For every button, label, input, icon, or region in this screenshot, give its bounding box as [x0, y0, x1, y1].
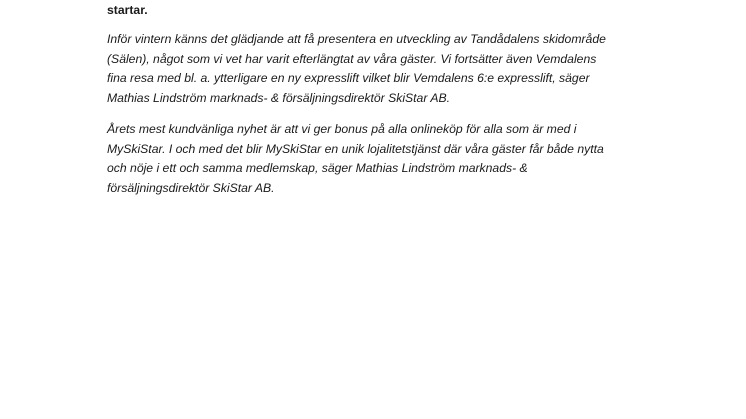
paragraph-lead-fragment: startar. — [107, 3, 148, 17]
paragraph-line: Årets mest kundvänliga nyhet är att vi ger bonus på alla onlineköp för alla som är med i — [107, 122, 577, 136]
paragraph-line: försäljningsdirektör SkiStar AB. — [107, 180, 275, 195]
document-body — [107, 0, 667, 195]
paragraph-line: Mathias Lindström marknads- & försäljningsdirektör SkiStar AB. — [107, 90, 450, 105]
paragraph-line: och nöje i ett och samma medlemskap, säger Mathias Lindström marknads- & — [107, 161, 528, 175]
paragraph-tandadalen-vemdalen — [107, 30, 667, 108]
paragraph-line: Inför vintern känns det glädjande att få presentera en utveckling av Tandådalens skidområde — [107, 32, 606, 46]
paragraph-line: fina resa med bl. a. ytterligare en ny expresslift vilket blir Vemdalens 6:e expresslift, säger — [107, 71, 590, 85]
paragraph-line: MySkiStar. I och med det blir MySkiStar en unik lojalitetstjänst där våra gäster får både nytta — [107, 141, 604, 156]
paragraph-myskistar-bonus — [107, 120, 667, 198]
paragraph-line: (Sälen), något som vi vet har varit efterlängtat av våra gäster. Vi fortsätter även Vemdalens — [107, 51, 597, 66]
